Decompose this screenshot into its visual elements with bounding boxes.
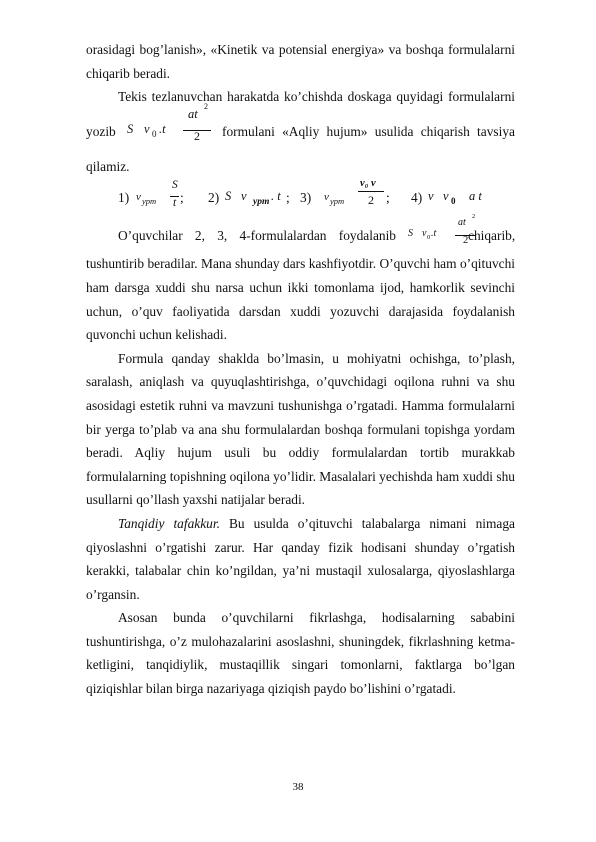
formula-2-number: 2) [208,190,220,206]
paragraph-2-line-2: formulani «Aqliy hujum» usulida chiqarish tavsiya [222,123,515,139]
formula-v: v [144,121,150,136]
formula-2-end: ; [286,190,290,206]
formula-line-main [86,101,515,155]
formula-list-line [86,178,515,218]
formula-4-sub: 0 [451,196,456,207]
paragraph-4-line-1 [86,213,516,252]
inline-formula-v: v [422,228,427,240]
formula-3-number: 3) [300,190,312,206]
formula-1-num: S [172,179,178,192]
formula-2-t: . t [271,189,281,204]
formula-2-sub: ypm [253,197,270,208]
formula-2-v: v [241,189,247,204]
paragraph-7: Asosan bunda o’quvchilarni fikrlashga, hodisalarning sababini tushuntirishga, o’z mulohazalarini asoslashni, shuningdek, fikrlashning ketma-ketligini, tanqidiylik, mustaqillik singari tomonlarni, faktlarga bo’lgan qiziqishlar bilan birga nazariyaga qiziqish paydo bo’lishini o’rgatadi. [86,610,515,697]
formula-denominator: 2 [194,128,200,143]
formula-numerator: at [188,106,198,121]
paragraph-4-rest: tushuntirib beradilar. Mana shunday dars kashfiyotdir. O’quvchi ham o’qituvchi ham darsga xuddi shu narsa uchun ikki tomonlama ijod, hamkorlik sevinchi uchun, o’quv faoliyatida darsdan xuddi yozuvchi darajasida foydalanish quvonchi uchun kelishadi. [86,256,515,343]
paragraph-6-rest: Bu usulda o’qituvchi talabalarga nimani nimaga qiyoslashni o’rgatishi zarur. Har qanday fizik hodisani shunday o’rgatish kerakki, talabalar chin ko’ngildan, ya’ni mustaqil xulosalarga, qiyoslashlarga o’rgansin. [86,515,515,602]
inline-formula-sub: 0 [427,234,431,242]
paragraph-5: Formula qanday shaklda bo’lmasin, u mohiyatni ochishga, to’plash, saralash, aniqlash va quyuqlashtirishga, o’quvchidagi oqilona ruhni va shu asosidagi estetik ruhni va mavzuni tushunishga o’rgatadi. Hamma formulalarni bir yerga to’plab va ana shu formulalardan boshqa formulani topishga yordam beradi. Aqliy hujum usuli bu oddiy formulalardan tortib murakkab formulalarning topishning oqilona yo’lidir. Masalalari yechishda ham xuddi shu usullarni qo’llash yaxshi natijalar beradi. [86,350,515,508]
paragraph-1: orasidagi bog’lanish», «Kinetik va potensial energiya» va boshqa formulalarni chiqarib beradi. [86,42,515,81]
formula-4-at: a t [469,189,482,204]
formula-3-num: v₀ v [360,178,376,190]
formula-1-den: t [173,197,177,210]
formula-2-S: S [225,189,232,204]
inline-formula-t: .t [431,228,437,240]
inline-formula-S: S [408,228,413,240]
inline-formula-den: 2 [463,235,469,247]
formula-1-end: ; [180,190,184,206]
paragraph-6 [86,512,515,606]
formula-3-end: ; [386,190,390,206]
formula-1-sub: ypm [142,196,157,207]
paragraph-2-line-1: Tekis tezlanuvchan harakatda ko’chishda doskaga quyidagi formulalarni [118,89,515,105]
formula-1-v: v [136,191,141,204]
formula-sub-0: 0 [152,128,157,139]
formula-t: .t [159,121,166,136]
formula-1-number: 1) [118,190,130,206]
word-yozib: yozib [86,123,116,139]
paragraph-2-line-3: qilamiz. [86,158,130,174]
document-page [86,38,515,701]
formula-4-number: 4) [411,190,423,206]
paragraph-4-text-a: O’quvchilar 2, 3, 4-formulalardan foydalanib [118,228,396,244]
inline-formula-num: at [458,217,466,229]
formula-4-v0: v [443,189,449,204]
formula-S: S [127,121,134,136]
page-number: 38 [292,781,304,793]
formula-3-den: 2 [368,193,374,208]
formula-exponent: 2 [204,101,208,111]
inline-formula-exp: 2 [472,213,476,221]
paragraph-4-text-b: chiqarib, [468,228,516,244]
formula-3-sub: ypm [330,196,345,207]
formula-3-v: v [324,191,329,204]
formula-4-v: v [428,189,434,204]
paragraph-6-lead: Tanqidiy tafakkur. [118,515,220,531]
